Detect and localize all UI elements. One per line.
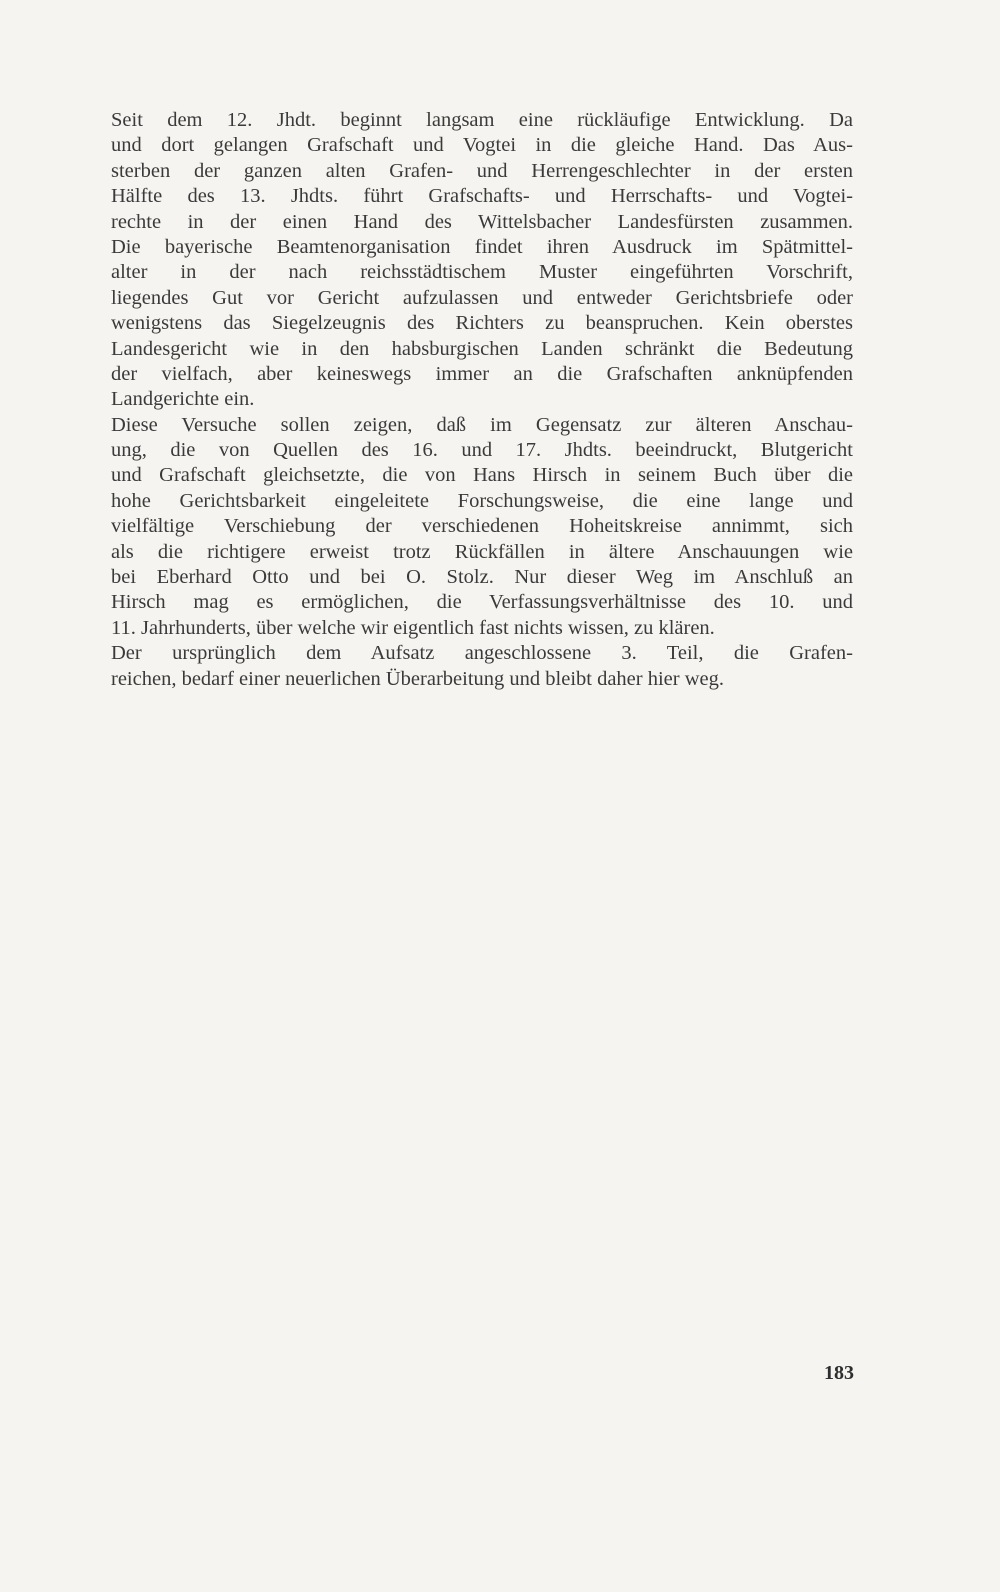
text-line: hohe Gerichtsbarkeit eingeleitete Forschungsweise, die eine lange und <box>111 489 853 512</box>
text-line: und Grafschaft gleichsetzte, die von Hans Hirsch in seinem Buch über die <box>111 464 853 487</box>
text-line: Landesgericht wie in den habsburgischen Landen schränkt die Bedeutung <box>111 337 853 360</box>
text-line: Der ursprünglich dem Aufsatz angeschlossene 3. Teil, die Grafen- <box>111 642 853 665</box>
text-line: Hirsch mag es ermöglichen, die Verfassungsverhältnisse des 10. und <box>111 591 853 614</box>
text-line: ung, die von Quellen des 16. und 17. Jhdts. beeindruckt, Blutgericht <box>111 439 853 462</box>
text-line: der vielfach, aber keineswegs immer an die Grafschaften anknüpfenden <box>111 362 853 385</box>
text-line: Die bayerische Beamtenorganisation findet ihren Ausdruck im Spätmittel- <box>111 235 853 258</box>
text-line: sterben der ganzen alten Grafen- und Herrengeschlechter in der ersten <box>111 159 853 182</box>
body-text <box>111 108 853 692</box>
text-line: und dort gelangen Grafschaft und Vogtei in die gleiche Hand. Das Aus- <box>111 134 853 157</box>
text-line: Diese Versuche sollen zeigen, daß im Gegensatz zur älteren Anschau- <box>111 413 853 436</box>
text-line: Hälfte des 13. Jhdts. führt Grafschafts- und Herrschafts- und Vogtei- <box>111 185 853 208</box>
text-line: Landgerichte ein. <box>111 388 255 411</box>
page-number: 183 <box>824 1362 854 1384</box>
text-line: alter in der nach reichsstädtischem Muster eingeführten Vorschrift, <box>111 261 853 284</box>
text-line: liegendes Gut vor Gericht aufzulassen und entweder Gerichtsbriefe oder <box>111 286 853 309</box>
text-line: Seit dem 12. Jhdt. beginnt langsam eine rückläufige Entwicklung. Da <box>111 109 853 131</box>
text-line: wenigstens das Siegelzeugnis des Richters zu beanspruchen. Kein oberstes <box>111 312 853 335</box>
text-line: rechte in der einen Hand des Wittelsbacher Landesfürsten zusammen. <box>111 210 853 233</box>
text-line: reichen, bedarf einer neuerlichen Überarbeitung und bleibt daher hier weg. <box>111 667 725 690</box>
text-line: bei Eberhard Otto und bei O. Stolz. Nur dieser Weg im Anschluß an <box>111 566 853 589</box>
text-line: als die richtigere erweist trotz Rückfällen in ältere Anschauungen wie <box>111 540 853 563</box>
text-line: 11. Jahrhunderts, über welche wir eigentlich fast nichts wissen, zu klären. <box>111 616 715 639</box>
text-line: vielfältige Verschiebung der verschiedenen Hoheitskreise annimmt, sich <box>111 515 853 538</box>
